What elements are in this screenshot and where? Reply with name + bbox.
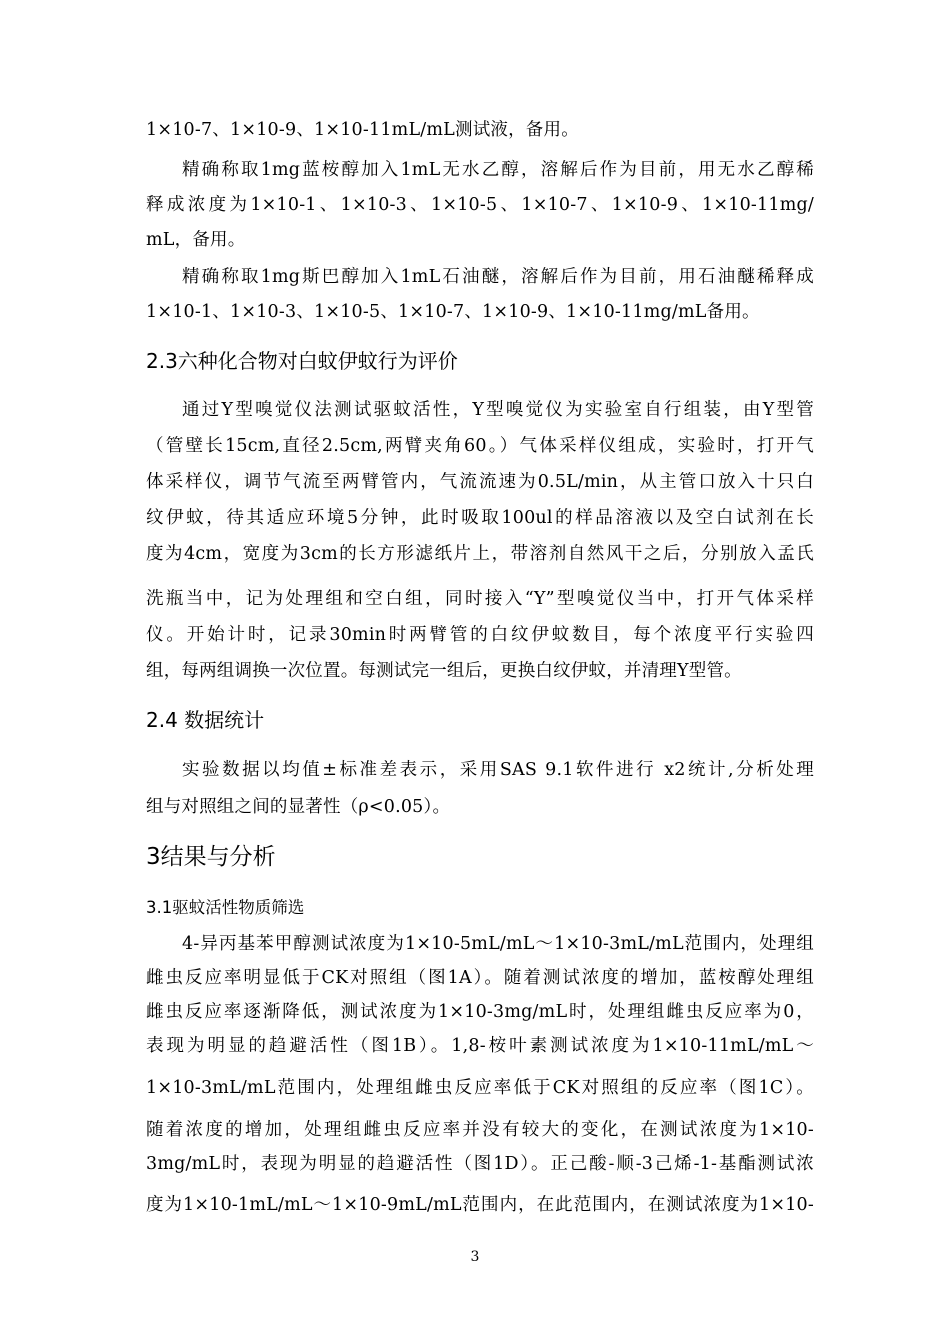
- section-heading-2-3: 2.3六种化合物对白蚊伊蚊行为评价: [146, 349, 458, 373]
- text-line: 度为1×10-1mL/mL～1×10-9mL/mL范围内，在此范围内，在测试浓度为1×10-: [146, 1195, 814, 1215]
- text-line: 通过Y型嗅觉仪法测试驱蚊活性，Y型嗅觉仪为实验室自行组装，由Y型管: [182, 400, 814, 420]
- text-line: 1×10-1、1×10-3、1×10-5、1×10-7、1×10-9、1×10-11mg/mL备用。: [146, 302, 760, 322]
- text-line: 仪。开始计时，记录30min时两臂管的白纹伊蚊数目，每个浓度平行实验四: [146, 625, 814, 645]
- text-line: 释成浓度为1×10-1、1×10-3、1×10-5、1×10-7、1×10-9、1×10-11mg/: [146, 195, 814, 215]
- text-line: 雌虫反应率明显低于CK对照组（图1A）。随着测试浓度的增加，蓝桉醇处理组: [146, 968, 814, 988]
- text-line: 组与对照组之间的显著性（ρ<0.05）。: [146, 797, 451, 817]
- text-line: 精确称取1mg斯巴醇加入1mL石油醚，溶解后作为目前，用石油醚稀释成: [182, 267, 814, 287]
- text-line: 表现为明显的趋避活性（图1B）。1,8-桉叶素测试浓度为1×10-11mL/mL～: [146, 1036, 814, 1056]
- text-line: 纹伊蚊，待其适应环境5分钟，此时吸取100ul的样品溶液以及空白试剂在长: [146, 508, 814, 528]
- text-line: 实验数据以均值±标准差表示，采用SAS 9.1软件进行 x2统计,分析处理: [182, 760, 814, 780]
- text-line: 3mg/mL时，表现为明显的趋避活性（图1D）。正己酸-顺-3己烯-1-基酯测试浓: [146, 1154, 814, 1174]
- text-line: 度为4cm，宽度为3cm的长方形滤纸片上，带溶剂自然风干之后，分别放入孟氏: [146, 544, 814, 564]
- text-line: 雌虫反应率逐渐降低，测试浓度为1×10-3mg/mL时，处理组雌虫反应率为0，: [146, 1002, 814, 1022]
- page-number: 3: [470, 1249, 480, 1265]
- text-line: （管壁长15cm,直径2.5cm,两臂夹角60。）气体采样仪组成，实验时，打开气: [146, 436, 814, 456]
- section-heading-3-1: 3.1驱蚊活性物质筛选: [146, 898, 305, 917]
- text-line: 随着浓度的增加，处理组雌虫反应率并没有较大的变化，在测试浓度为1×10-: [146, 1120, 814, 1140]
- text-line: 精确称取1mg蓝桉醇加入1mL无水乙醇，溶解后作为目前，用无水乙醇稀: [182, 160, 814, 180]
- text-line: 组，每两组调换一次位置。每测试完一组后，更换白纹伊蚊，并清理Y型管。: [146, 661, 742, 681]
- text-line: 体采样仪，调节气流至两臂管内，气流流速为0.5L/min，从主管口放入十只白: [146, 472, 814, 492]
- section-heading-2-4: 2.4 数据统计: [146, 708, 265, 732]
- text-line: mL，备用。: [146, 230, 246, 250]
- section-heading-3: 3结果与分析: [146, 844, 276, 870]
- text-line: 1×10-7、1×10-9、1×10-11mL/mL测试液，备用。: [146, 120, 579, 140]
- text-line: 1×10-3mL/mL范围内，处理组雌虫反应率低于CK对照组的反应率（图1C）。: [146, 1078, 814, 1098]
- text-line: 洗瓶当中，记为处理组和空白组，同时接入“Y”型嗅觉仪当中，打开气体采样: [146, 589, 814, 609]
- text-line: 4-异丙基苯甲醇测试浓度为1×10-5mL/mL～1×10-3mL/mL范围内，处理组: [182, 934, 814, 954]
